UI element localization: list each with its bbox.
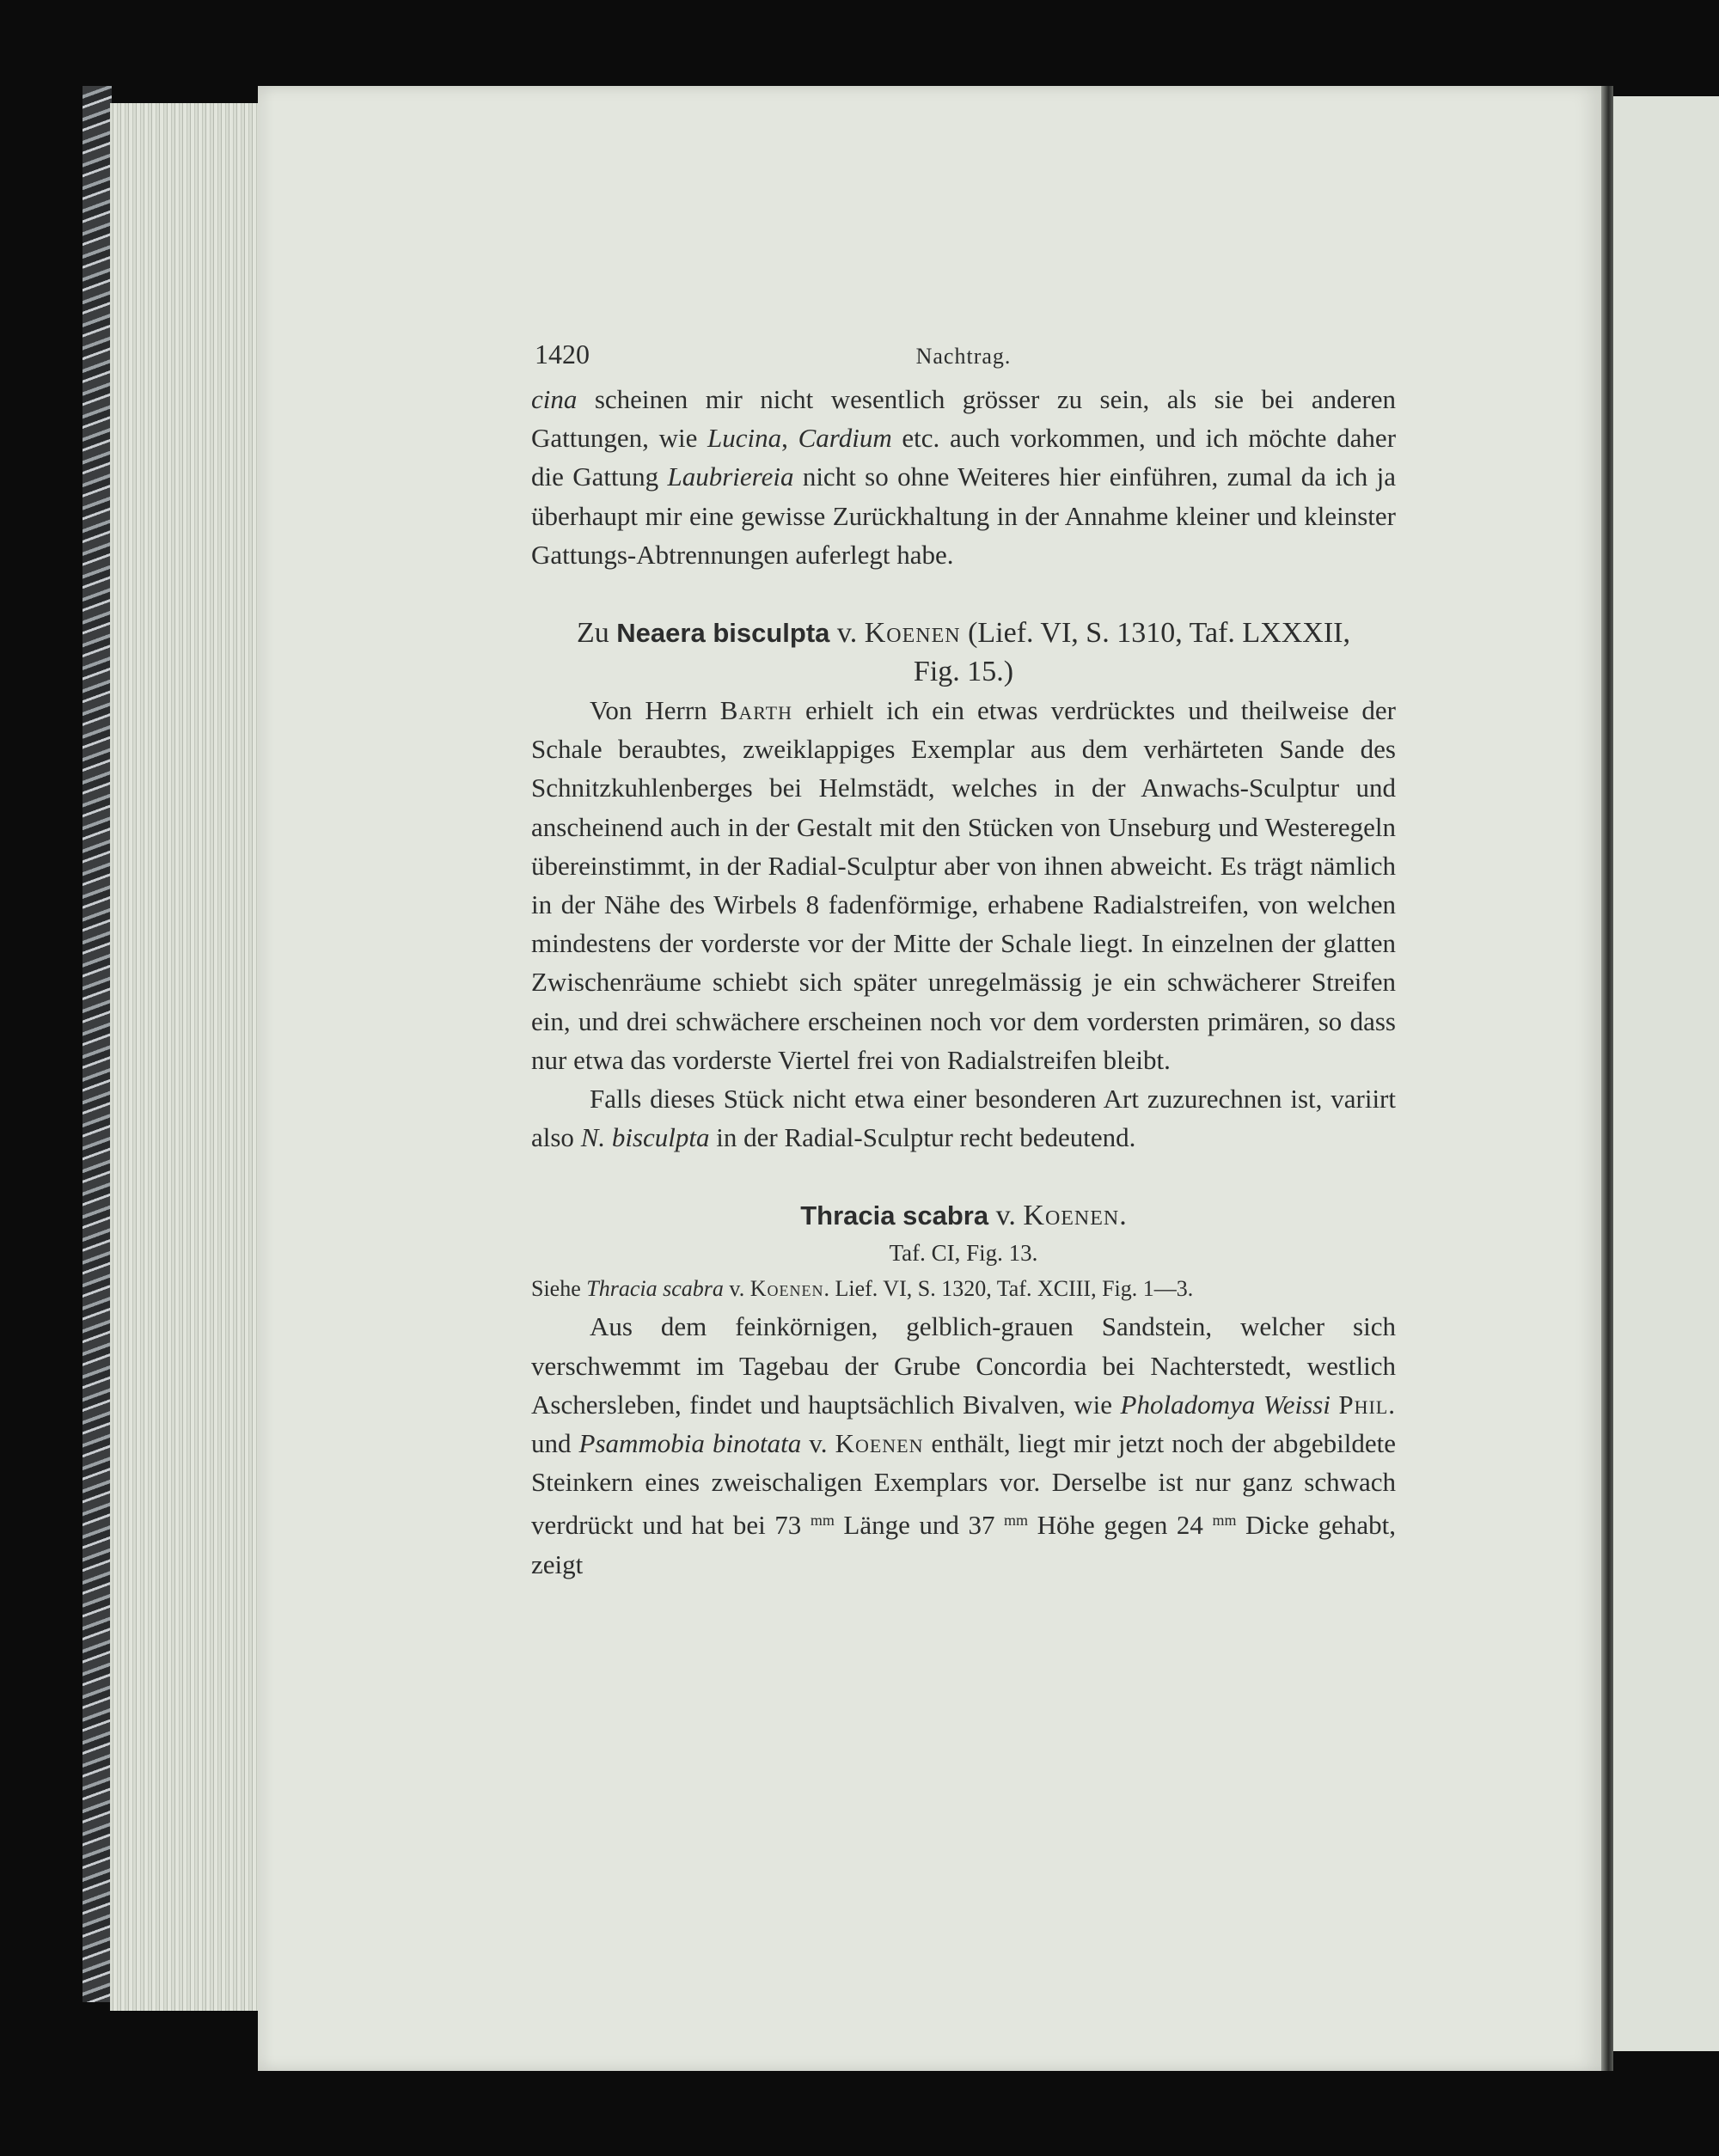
- paragraph-3: [531, 1079, 1396, 1157]
- paragraph-4-part: Aus dem feinkörnigen, gelblich-grauen Sandstein, welcher sich verschwemmt im Tagebau der Grube Concordia bei Nachterstedt, westlich Aschersleben, findet und hauptsächlich Bivalven, wie: [531, 1311, 1396, 1420]
- paragraph-3-part: N. bisculpta: [580, 1122, 710, 1153]
- page-text: [531, 335, 1396, 1584]
- section-heading-thracia: [531, 1196, 1396, 1235]
- unit-superscript: mm: [1212, 1512, 1237, 1530]
- paragraph-4-part: und: [531, 1428, 579, 1459]
- paragraph-1-part: etc. auch vorkommen, und ich möchte daher die Gattung: [531, 423, 1397, 492]
- paragraph-1-part: Cardium: [798, 423, 892, 454]
- paragraph-2-part: erhielt ich ein etwas verdrücktes und theilweise der Schale beraubtes, zweiklappiges Exemplar aus dem verhärteten Sande des Schnitzkuhlenberges bei Helmstädt, welches in der Anwachs-Sculptur und anscheinend auch in der Gestalt mit den Stücken von Unseburg und Westeregeln übereinstimmt, in der Radial-Sculptur aber von ihnen abweicht. Es trägt nämlich in der Nähe des Wirbels 8 fadenförmige, erhabene Radialstreifen, von welchen mindestens der vorderste vor der Mitte der Schale liegt. In einzelnen der glatten Zwischenräume schiebt sich später unregelmässig je ein schwächerer Streifen ein, und drei schwächere erscheinen noch vor dem vordersten primären, so dass nur etwa das vorderste Viertel frei von Radialstreifen bleibt.: [531, 695, 1397, 1075]
- heading-part: Zu: [577, 617, 617, 650]
- heading-part: Fig. 15.): [913, 656, 1014, 688]
- unit-superscript: mm: [1004, 1512, 1029, 1530]
- synonym-reference: [531, 1271, 1396, 1307]
- page-number: 1420: [535, 339, 590, 370]
- facing-page-edge: [1613, 96, 1719, 2051]
- paragraph-1-part: ,: [781, 423, 798, 454]
- unit-superscript: mm: [810, 1512, 835, 1530]
- heading-author: Koenen: [1023, 1200, 1120, 1232]
- paragraph-4-part: Psammobia binotata: [578, 1428, 802, 1459]
- paragraph-4-part: Koenen: [835, 1428, 924, 1459]
- heading-part: v.: [829, 617, 865, 650]
- paragraph-1-part: nicht so ohne Weiteres hier einführen, zumal da ich ja überhaupt mir eine gewisse Zurückhaltung in der Annahme kleiner und kleinster Gattungs-Abtrennungen auferlegt habe.: [531, 461, 1396, 570]
- heading-part: .: [1119, 1200, 1127, 1232]
- synonym-part: . Lief. VI, S. 1320, Taf. XCIII, Fig. 1—3.: [823, 1276, 1194, 1302]
- paragraph-4-part: Phil.: [1338, 1389, 1396, 1420]
- heading-species: Neaera bisculpta: [616, 618, 830, 649]
- paragraph-1: [531, 380, 1396, 574]
- running-title: Nachtrag.: [915, 344, 1012, 369]
- synonym-part: Thracia scabra: [586, 1276, 724, 1302]
- paragraph-2: [531, 691, 1396, 1079]
- paragraph-4: [531, 1307, 1396, 1583]
- paragraph-2-part: Von Herrn: [590, 695, 720, 726]
- paragraph-3-part: Falls dieses Stück nicht etwa einer besonderen Art zuzurechnen ist, variirt also: [531, 1084, 1396, 1153]
- running-head: [531, 335, 1396, 374]
- book-gutter: [1601, 86, 1613, 2071]
- paragraph-2-part: Barth: [719, 695, 792, 726]
- heading-part: v.: [988, 1200, 1024, 1232]
- paragraph-1-part: cina: [531, 384, 578, 414]
- paragraph-4-part: v.: [801, 1428, 835, 1459]
- book-spine-binding: [83, 86, 112, 2002]
- paragraph-1-part: scheinen mir nicht wesentlich grösser zu sein, als sie bei anderen Gattungen, wie: [531, 384, 1396, 454]
- page-edges: [110, 103, 260, 2011]
- paragraph-4-part: enthält, liegt mir jetzt noch der abgebildete Steinkern eines zweischaligen Exemplars vor. Derselbe ist nur ganz schwach verdrückt und hat bei 73: [531, 1428, 1397, 1541]
- paragraph-3-part: in der Radial-Sculptur recht bedeutend.: [709, 1122, 1136, 1153]
- paragraph-4-part: Dicke gehabt, zeigt: [531, 1510, 1397, 1579]
- heading-species: Thracia scabra: [800, 1200, 989, 1231]
- plate-reference: Taf. CI, Fig. 13.: [889, 1240, 1038, 1267]
- section-heading-neaera: [531, 614, 1396, 691]
- paragraph-4-part: Pholadomya Weissi: [1120, 1389, 1331, 1420]
- paragraph-4-part: Höhe gegen 24: [1028, 1510, 1213, 1541]
- paragraph-1-part: Laubriereia: [667, 461, 794, 492]
- paragraph-1-part: Lucina: [707, 423, 782, 454]
- paragraph-4-part: Länge und 37: [834, 1510, 1005, 1541]
- heading-author: Koenen: [864, 617, 961, 650]
- synonym-part: Siehe: [531, 1276, 587, 1302]
- heading-part: (Lief. VI, S. 1310, Taf. LXXXII,: [960, 617, 1350, 650]
- synonym-part: Koenen: [749, 1276, 824, 1302]
- paragraph-4-part: [1331, 1389, 1339, 1420]
- synonym-part: v.: [723, 1276, 750, 1302]
